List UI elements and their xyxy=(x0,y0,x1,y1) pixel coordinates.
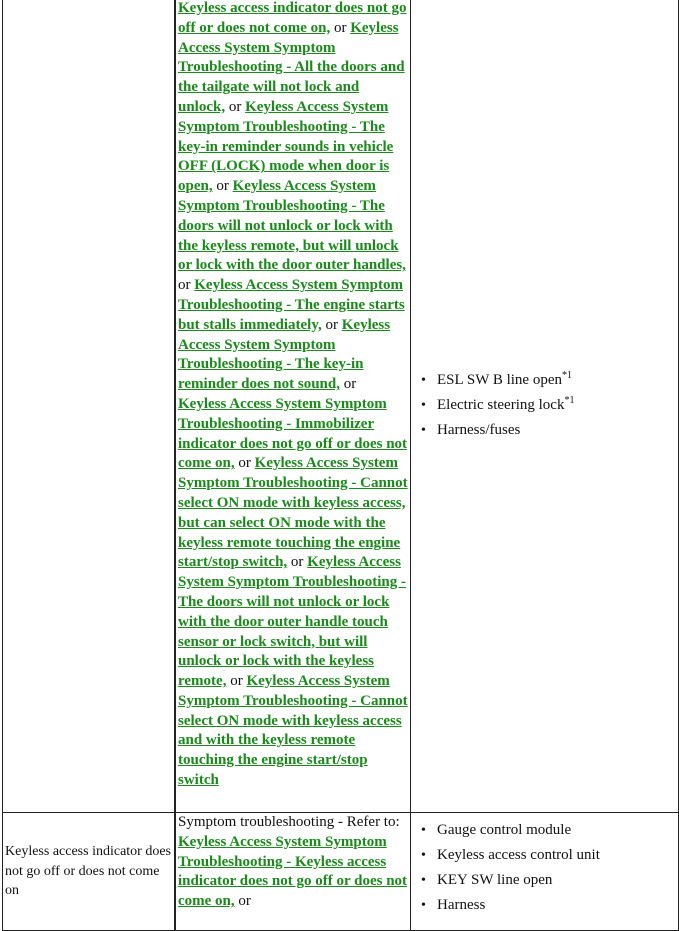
troubleshooting-link[interactable]: Keyless Access System Symptom Troubleshooting - The doors will not unlock or lock with the keyless remote, but will unlock or lock with the door outer handles, xyxy=(178,178,406,274)
or-text: or xyxy=(216,178,229,195)
symptom-cell: Keyless access indicator does not go off or does not come on xyxy=(3,813,176,931)
or-text: or xyxy=(290,554,304,571)
cause-cell xyxy=(411,813,679,931)
footnote-mark: *1 xyxy=(564,395,575,406)
troubleshooting-link[interactable]: Keyless Access System Symptom Troubleshooting - The doors will not unlock or lock with the door outer handle touch sensor or lock switch, but will unlock or lock with the keyless remote, xyxy=(178,554,406,690)
or-text: or xyxy=(238,455,251,472)
list-item: • Keyless access control unit xyxy=(437,843,676,868)
troubleshooting-link[interactable]: Keyless Access System Symptom Troubleshooting - The key-in reminder sounds in vehicle OFF (LOCK) mode when door is open, xyxy=(178,98,394,195)
or-text: or xyxy=(325,316,339,333)
list-item xyxy=(437,368,676,393)
troubleshooting-table xyxy=(2,0,679,931)
or-text: or xyxy=(333,19,347,36)
troubleshooting-link[interactable]: Keyless Access System Symptom Troubleshooting - Cannot select ON mode with keyless access and with the keyless remote touching the engine start/stop switch xyxy=(178,673,408,789)
footnote-mark: *1 xyxy=(562,370,572,381)
list-item: • KEY SW line open xyxy=(437,868,676,893)
troubleshooting-link[interactable]: Keyless Access System Symptom Troubleshooting - All the doors and the tailgate will not lock and unlock, xyxy=(178,19,405,115)
cause-list xyxy=(417,368,676,443)
procedure-cell xyxy=(175,0,411,813)
troubleshooting-link[interactable]: Keyless access indicator does not go off or does not come on, xyxy=(178,0,407,36)
troubleshooting-link[interactable]: Keyless Access System Symptom Troubleshooting - Keyless access indicator does not go off or does not come on, xyxy=(178,833,408,910)
troubleshooting-link[interactable]: Keyless Access System Symptom Troubleshooting - Immobilizer indicator does not go off or does not come on, xyxy=(178,395,408,472)
cause-text: Harness/fuses xyxy=(437,422,521,438)
or-text: or xyxy=(343,376,357,393)
cause-text: Electric steering lock xyxy=(437,397,565,413)
refer-text: Symptom troubleshooting - Refer to: xyxy=(178,814,400,830)
or-text: or xyxy=(228,98,242,115)
cause-cell xyxy=(411,0,679,813)
troubleshooting-link[interactable]: Keyless Access System Symptom Troubleshooting - The engine starts but stalls immediately, xyxy=(178,277,405,333)
troubleshooting-link[interactable]: Keyless Access System Symptom Troubleshooting - Cannot select ON mode with keyless access, but can select ON mode with the keyless remote touching the engine start/stop switch, xyxy=(178,455,408,571)
or-text: or xyxy=(230,673,243,690)
symptom-cell xyxy=(3,0,176,813)
cause-text: ESL SW B line open xyxy=(437,372,562,388)
table-row xyxy=(3,0,679,813)
or-text: or xyxy=(238,893,251,910)
procedure-cell xyxy=(175,813,411,931)
cause-list xyxy=(417,818,676,918)
list-item xyxy=(437,393,676,418)
list-item: • Harness xyxy=(437,893,676,918)
or-text: or xyxy=(178,277,191,294)
troubleshooting-link[interactable]: Keyless Access System Symptom Troubleshooting - The key-in reminder does not sound, xyxy=(178,316,391,393)
list-item: • Gauge control module xyxy=(437,818,676,843)
table-row xyxy=(3,813,679,931)
list-item xyxy=(437,418,676,443)
